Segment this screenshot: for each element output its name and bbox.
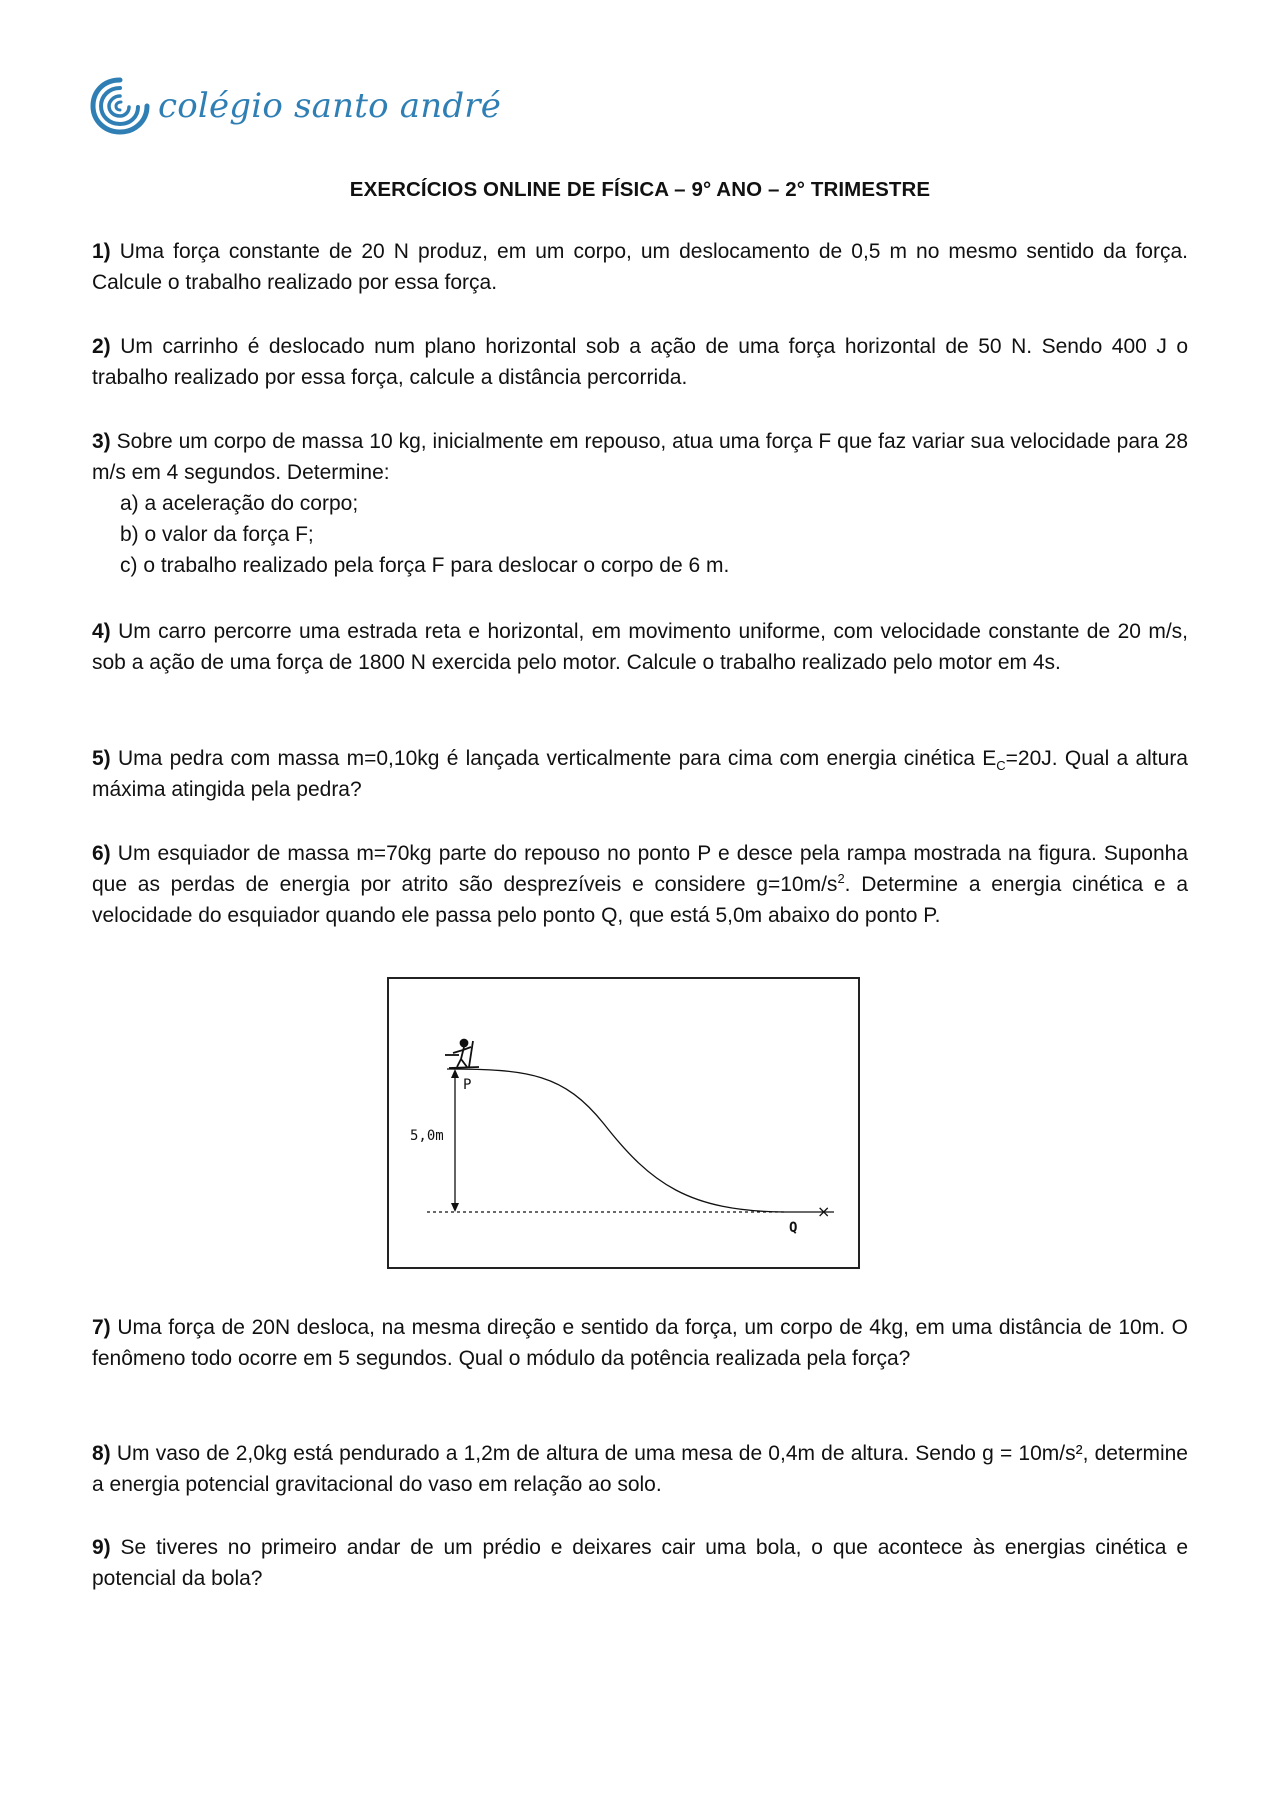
- school-name: colégio santo andré: [158, 86, 502, 126]
- question-number: 6): [92, 842, 111, 865]
- question-number: 9): [92, 1536, 111, 1559]
- question-8: [92, 1438, 1188, 1500]
- label-height: 5,0m: [410, 1128, 444, 1144]
- question-number: 8): [92, 1442, 111, 1465]
- question-1: [92, 236, 1188, 298]
- question-3-items: [120, 488, 729, 581]
- question-number: 5): [92, 747, 111, 770]
- school-logo: [88, 74, 501, 138]
- skier-icon: [445, 1040, 479, 1069]
- question-9: [92, 1532, 1188, 1594]
- question-text: Um carro percorre uma estrada reta e horizontal, em movimento uniforme, com velocidade constante de 20 m/s, sob a ação de uma força de 1800 N exercida pelo motor. Calcule o trabalho realizado pelo motor em 4s.: [92, 620, 1188, 674]
- page-title: EXERCÍCIOS ONLINE DE FÍSICA – 9° ANO – 2° TRIMESTRE: [349, 178, 931, 201]
- question-3: [92, 426, 1188, 488]
- list-item: b) o valor da força F;: [120, 523, 314, 546]
- question-number: 7): [92, 1316, 111, 1339]
- question-text: Uma pedra com massa m=0,10kg é lançada verticalmente para cima com energia cinética E: [117, 747, 997, 770]
- question-number: 2): [92, 335, 111, 358]
- superscript: 2: [837, 871, 845, 886]
- question-6: [92, 838, 1188, 931]
- list-item: a) a aceleração do corpo;: [120, 492, 359, 515]
- question-text: Uma força de 20N desloca, na mesma direção e sentido da força, um corpo de 4kg, em uma distância de 10m. O fenômeno todo ocorre em 5 segundos. Qual o módulo da potência realizada pela força?: [92, 1316, 1188, 1370]
- ramp-curve: [447, 1069, 834, 1212]
- ramp-figure: [387, 977, 860, 1269]
- question-7: [92, 1312, 1188, 1374]
- question-text: Sobre um corpo de massa 10 kg, inicialmente em repouso, atua uma força F que faz variar sua velocidade para 28 m/s em 4 segundos. Determine:: [92, 430, 1189, 484]
- question-number: 4): [92, 620, 111, 643]
- label-p: P: [463, 1077, 472, 1093]
- end-mark: ×: [817, 1202, 831, 1221]
- question-2: [92, 331, 1188, 393]
- question-text: Um vaso de 2,0kg está pendurado a 1,2m de altura de uma mesa de 0,4m de altura. Sendo g = 10m/s², determine a energia potencial gravitacional do vaso em relação ao solo.: [92, 1442, 1188, 1496]
- question-text: Se tiveres no primeiro andar de um prédio e deixares cair uma bola, o que acontece às energias cinética e potencial da bola?: [92, 1536, 1188, 1590]
- question-text: Um esquiador de massa m=70kg parte do repouso no ponto P e desce pela rampa mostrada na figura. Suponha que as perdas de energia por atrito são desprezíveis e considere g=10m/s: [92, 842, 1188, 896]
- subscript: C: [996, 758, 1006, 774]
- question-text: Uma força constante de 20 N produz, em um corpo, um deslocamento de 0,5 m no mesmo sentido da força. Calcule o trabalho realizado por essa força.: [92, 240, 1188, 294]
- question-text: . Determine a energia cinética e a velocidade do esquiador quando ele passa pelo ponto Q, que está 5,0m abaixo do ponto P.: [92, 873, 1188, 927]
- swirl-logo-icon: [88, 74, 152, 138]
- question-5: [92, 743, 1188, 805]
- list-item: c) o trabalho realizado pela força F para deslocar o corpo de 6 m.: [120, 554, 730, 577]
- question-4: [92, 616, 1188, 678]
- question-text: Um carrinho é deslocado num plano horizontal sob a ação de uma força horizontal de 50 N. Sendo 400 J o trabalho realizado por essa força, calcule a distância percorrida.: [92, 335, 1188, 389]
- question-number: 1): [92, 240, 111, 263]
- question-number: 3): [92, 430, 111, 453]
- question-text: =20J. Qual a altura máxima atingida pela pedra?: [92, 747, 1188, 801]
- label-q: Q: [789, 1220, 798, 1236]
